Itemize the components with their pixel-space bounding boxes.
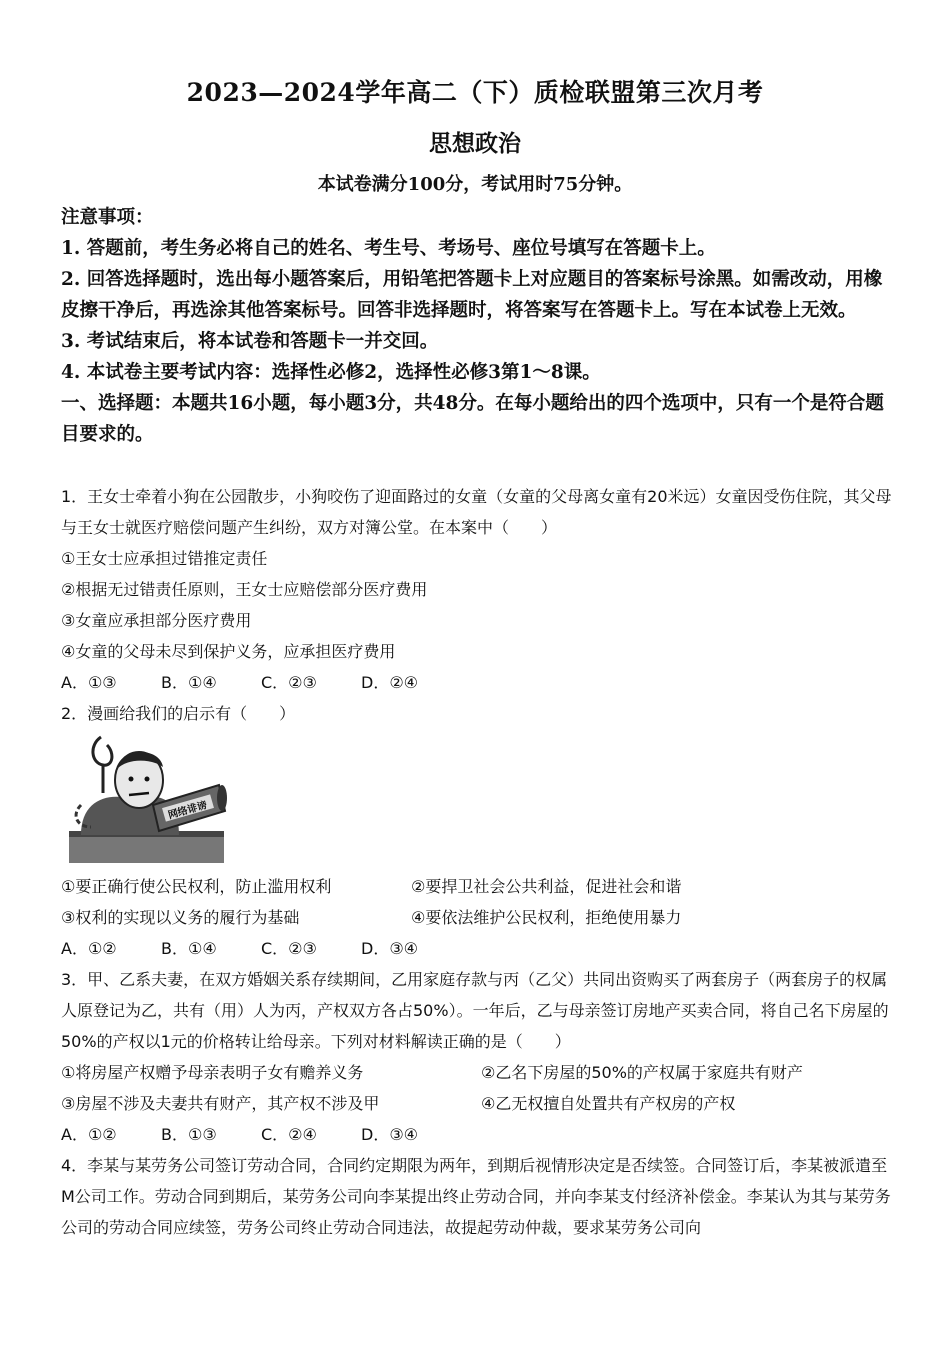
q2-choices — [61, 933, 899, 964]
note-item: 3. 考试结束后，将本试卷和答题卡一并交回。 — [61, 331, 439, 352]
exam-info: 本试卷满分100分，考试用时75分钟。 — [317, 174, 633, 195]
choice-b: B．①④ — [161, 939, 217, 958]
q3-option: ②乙名下房屋的50%的产权属于家庭共有财产 — [481, 1063, 803, 1082]
notes-section — [61, 202, 899, 450]
q3-options-row — [61, 1088, 899, 1119]
q2-option: ④要依法维护公民权利，拒绝使用暴力 — [411, 908, 682, 927]
choice-d: D．②④ — [361, 673, 419, 692]
q1-option: ①王女士应承担过错推定责任 — [61, 549, 268, 568]
question-1-stem: 1．王女士牵着小狗在公园散步，小狗咬伤了迎面路过的女童（女童的父母离女童有20米远）女童因受伤住院，其父母与王女士就医疗赔偿问题产生纠纷，双方对簿公堂。在本案中（ ） — [61, 487, 892, 537]
choice-c: C．②③ — [261, 939, 317, 958]
questions — [61, 481, 899, 1243]
q1-option: ②根据无过错责任原则，王女士应赔偿部分医疗费用 — [61, 580, 428, 599]
question-3-stem: 3．甲、乙系夫妻，在双方婚姻关系存续期间，乙用家庭存款与丙（乙父）共同出资购买了两套房子（两套房子的权属人原登记为乙，共有（用）人为丙，产权双方各占50%）。一年后，乙与母亲签订房地产买卖合同，将自己名下房屋的50%的产权以1元的价格转让给母亲。下列对材料解读正确的是（ ） — [61, 970, 889, 1051]
choice-c: C．②④ — [261, 1125, 317, 1144]
choice-b: B．①③ — [161, 1125, 217, 1144]
choice-a: A．①③ — [61, 673, 117, 692]
choice-d: D．③④ — [361, 1125, 419, 1144]
cartoon-image — [61, 735, 231, 865]
q2-option: ③权利的实现以义务的履行为基础 — [61, 908, 300, 927]
choice-a: A．①② — [61, 939, 117, 958]
q2-options-row — [61, 871, 899, 902]
notes-heading: 注意事项： — [61, 207, 154, 228]
q1-option: ③女童应承担部分医疗费用 — [61, 611, 252, 630]
question-2-stem: 2．漫画给我们的启示有（ ） — [61, 704, 296, 723]
q3-choices — [61, 1119, 899, 1150]
choice-b: B．①④ — [161, 673, 217, 692]
cartoon-label: 网络诽谤 — [166, 799, 209, 822]
q2-option: ②要捍卫社会公共利益，促进社会和谐 — [411, 877, 682, 896]
q3-option: ①将房屋产权赠予母亲表明子女有赡养义务 — [61, 1063, 364, 1082]
q3-options-row — [61, 1057, 899, 1088]
section-heading: 一、选择题：本题共16小题，每小题3分，共48分。在每小题给出的四个选项中，只有一个是符合题目要求的。 — [61, 393, 884, 445]
subject-title: 思想政治 — [429, 130, 521, 157]
choice-c: C．②③ — [261, 673, 317, 692]
q2-options-row — [61, 902, 899, 933]
q1-choices — [61, 667, 899, 698]
question-4-stem: 4．李某与某劳务公司签订劳动合同，合同约定期限为两年，到期后视情形决定是否续签。合同签订后，李某被派遣至M公司工作。劳动合同到期后，某劳务公司向李某提出终止劳动合同，并向李某支付经济补偿金。李某认为其与某劳务公司的劳动合同应续签，劳务公司终止劳动合同违法，故提起劳动仲裁，要求某劳务公司向 — [61, 1156, 891, 1237]
q3-option: ④乙无权擅自处置共有产权房的产权 — [481, 1094, 736, 1113]
q2-option: ①要正确行使公民权利，防止滥用权利 — [61, 877, 332, 896]
note-item: 2. 回答选择题时，选出每小题答案后，用铅笔把答题卡上对应题目的答案标号涂黑。如需改动，用橡皮擦干净后，再选涂其他答案标号。回答非选择题时，将答案写在答题卡上。写在本试卷上无效。 — [61, 269, 883, 321]
exam-title: 2023—2024学年高二（下）质检联盟第三次月考 — [186, 78, 764, 107]
note-item: 4. 本试卷主要考试内容：选择性必修2，选择性必修3第1～8课。 — [61, 362, 601, 383]
q3-option: ③房屋不涉及夫妻共有财产，其产权不涉及甲 — [61, 1094, 380, 1113]
choice-d: D．③④ — [361, 939, 419, 958]
choice-a: A．①② — [61, 1125, 117, 1144]
q1-option: ④女童的父母未尽到保护义务，应承担医疗费用 — [61, 642, 396, 661]
note-item: 1. 答题前，考生务必将自己的姓名、考生号、考场号、座位号填写在答题卡上。 — [61, 238, 716, 259]
